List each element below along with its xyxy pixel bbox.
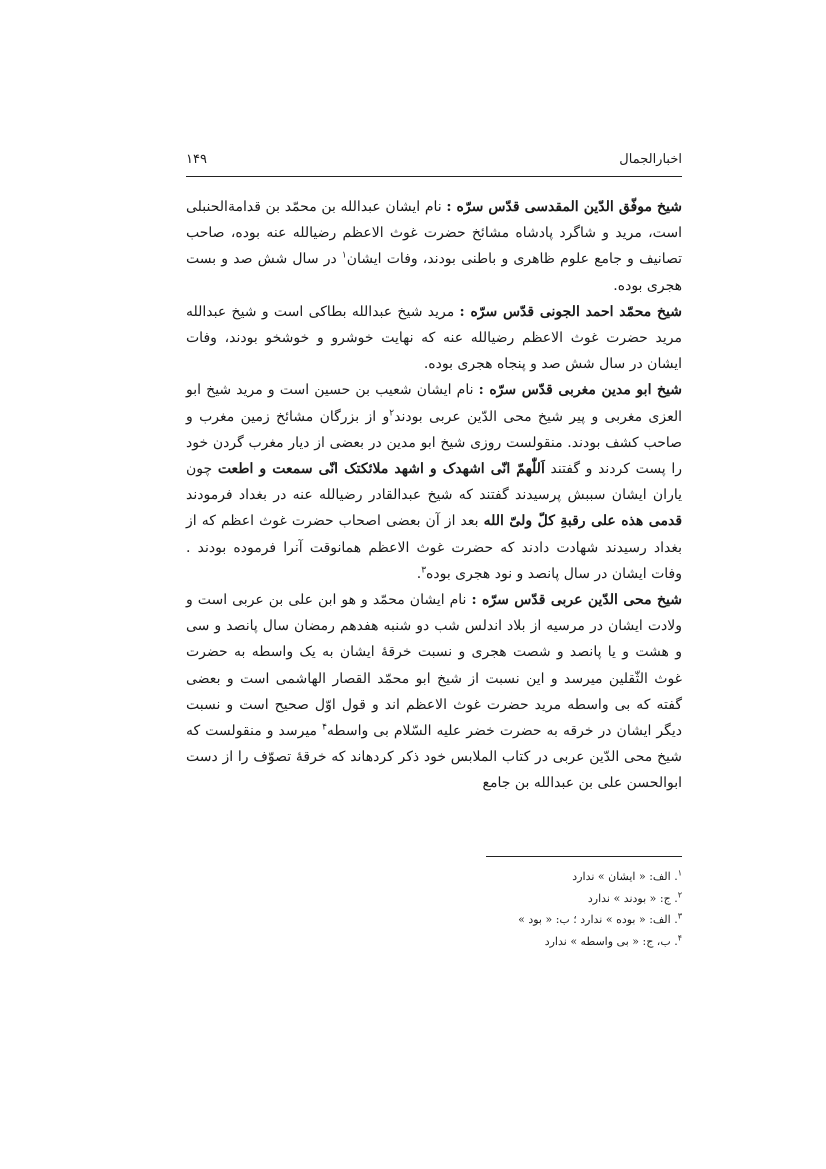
footnotes — [380, 866, 682, 952]
footnote-marker: ۲ — [389, 407, 395, 418]
paragraph-text: میرسد و منقولست که شیخ محی الدّین عربی در کتاب الملابس خود ذکر کردهاند که خرقهٔ تصوّف را از دست ابوالحسن علی بن عبدالله بن جامع — [186, 723, 682, 792]
footnote — [380, 866, 682, 888]
paragraph-text: نام ایشان شعیب بن حسین است و مرید شیخ ابو العزی مغربی و پیر شیخ محی الدّین عربی بودند — [186, 382, 682, 425]
paragraph-heading: شیخ موفّق الدّین المقدسی قدّس سرّه : — [446, 199, 682, 215]
paragraph-text: و از بزرگان مشائخ زمین مغرب و صاحب کشف بودند. منقولست روزی شیخ ابو مدین در بعضی از دیار مغرب گردن خود را پست کردند و گفتند — [186, 408, 682, 478]
footnote-rule — [486, 856, 682, 857]
footnote-text: . الف: « ایشان » ندارد — [572, 870, 678, 883]
footnote — [380, 931, 682, 953]
footnote-marker: ۴ — [322, 722, 327, 733]
paragraph-4 — [186, 587, 682, 797]
running-header — [186, 148, 682, 174]
footnote-marker: ۳ — [421, 565, 427, 576]
paragraph-heading: شیخ ابو مدین مغربی قدّس سرّه : — [478, 382, 683, 399]
footnote-number: ۳ — [677, 911, 682, 921]
running-title: اخبارالجمال — [619, 152, 682, 167]
page-number: ۱۴۹ — [186, 152, 207, 167]
body-text — [186, 194, 682, 797]
footnote-text: . ب، ج: « بی واسطه » ندارد — [544, 934, 678, 948]
paragraph-2 — [186, 299, 682, 378]
paragraph-text: نام ایشان محمّد و هو ابن علی بن عربی است و ولادت ایشان در مرسیه از بلاد اندلس شب دو شنبه هفدهم رمضان سال پانصد و سی و هشت و یا پانصد و شصت هجری و نسبت خرقهٔ ایشان به یک واسطه به حضرت غوث الثّقلین میرسد و این نسبت از شیخ ابو محمّد القصار الهاشمی است و بعضی گفته که بی واسطه مرید حضرت غوث الاعظم اند و قول اوّل صحیح است و نسبت دیگر ایشان در خرقه به حضرت خضر علیه السّلام بی واسطه — [186, 592, 682, 740]
paragraph-heading: شیخ محی الدّین عربی قدّس سرّه : — [471, 592, 682, 609]
footnote-number: ۴ — [677, 932, 682, 942]
header-rule — [186, 176, 682, 177]
paragraph-text: چون یاران ایشان سببش پرسیدند گفتند که شیخ عبدالقادر رضیالله عنه در بغداد فرمودند — [186, 461, 682, 504]
paragraph-text: نام ایشان عبدالله بن محمّد بن قدامةالحنبلی است، مرید و شاگرد پادشاه مشائخ حضرت غوث الاعظم رضیالله عنه بوده، صاحب تصانیف و جامع علوم ظاهری و باطنی بودند، وفات ایشان — [186, 199, 682, 268]
footnote-marker: ۱ — [341, 250, 347, 261]
arabic-quote: اَللّٰهمّ انّی اشهدک و اشهد ملائکتک انّی سمعت و اطعت — [217, 461, 545, 478]
paragraph-text: . — [416, 565, 422, 582]
paragraph-1 — [186, 194, 682, 299]
paragraph-text: مرید شیخ عبدالله بطاکی است و شیخ عبدالله مرید حضرت غوث الاعظم رضیالله عنه که نهایت خوشرو و خوشخو بودند، وفات ایشان در سال شش صد و پنجاه هجری بوده. — [186, 303, 682, 373]
footnote — [380, 909, 682, 931]
paragraph-3 — [186, 377, 682, 587]
footnote-text: . ج: « بودند » ندارد — [587, 891, 678, 905]
paragraph-heading: شیخ محمّد احمد الجونی قدّس سرّه : — [459, 303, 683, 320]
footnote-number: ۱ — [677, 868, 682, 878]
footnote-text: . الف: « بوده » ندارد ؛ ب: « بود » — [518, 913, 678, 926]
paragraph-text: در سال شش صد و بست هجری بوده. — [186, 251, 682, 294]
paragraph-text: بعد از آن بعضی اصحاب حضرت غوث اعظم که از بغداد رسیدند شهادت دادند که حضرت غوث الاعظم همانوقت آنرا فرموده بودند . وفات ایشان در سال پانصد و نود هجری بوده — [186, 513, 682, 582]
arabic-quote: قدمی هذه علی رقبةِ کلّ ولیّ الله — [483, 513, 683, 530]
footnote — [380, 888, 682, 910]
footnote-number: ۲ — [677, 889, 682, 899]
